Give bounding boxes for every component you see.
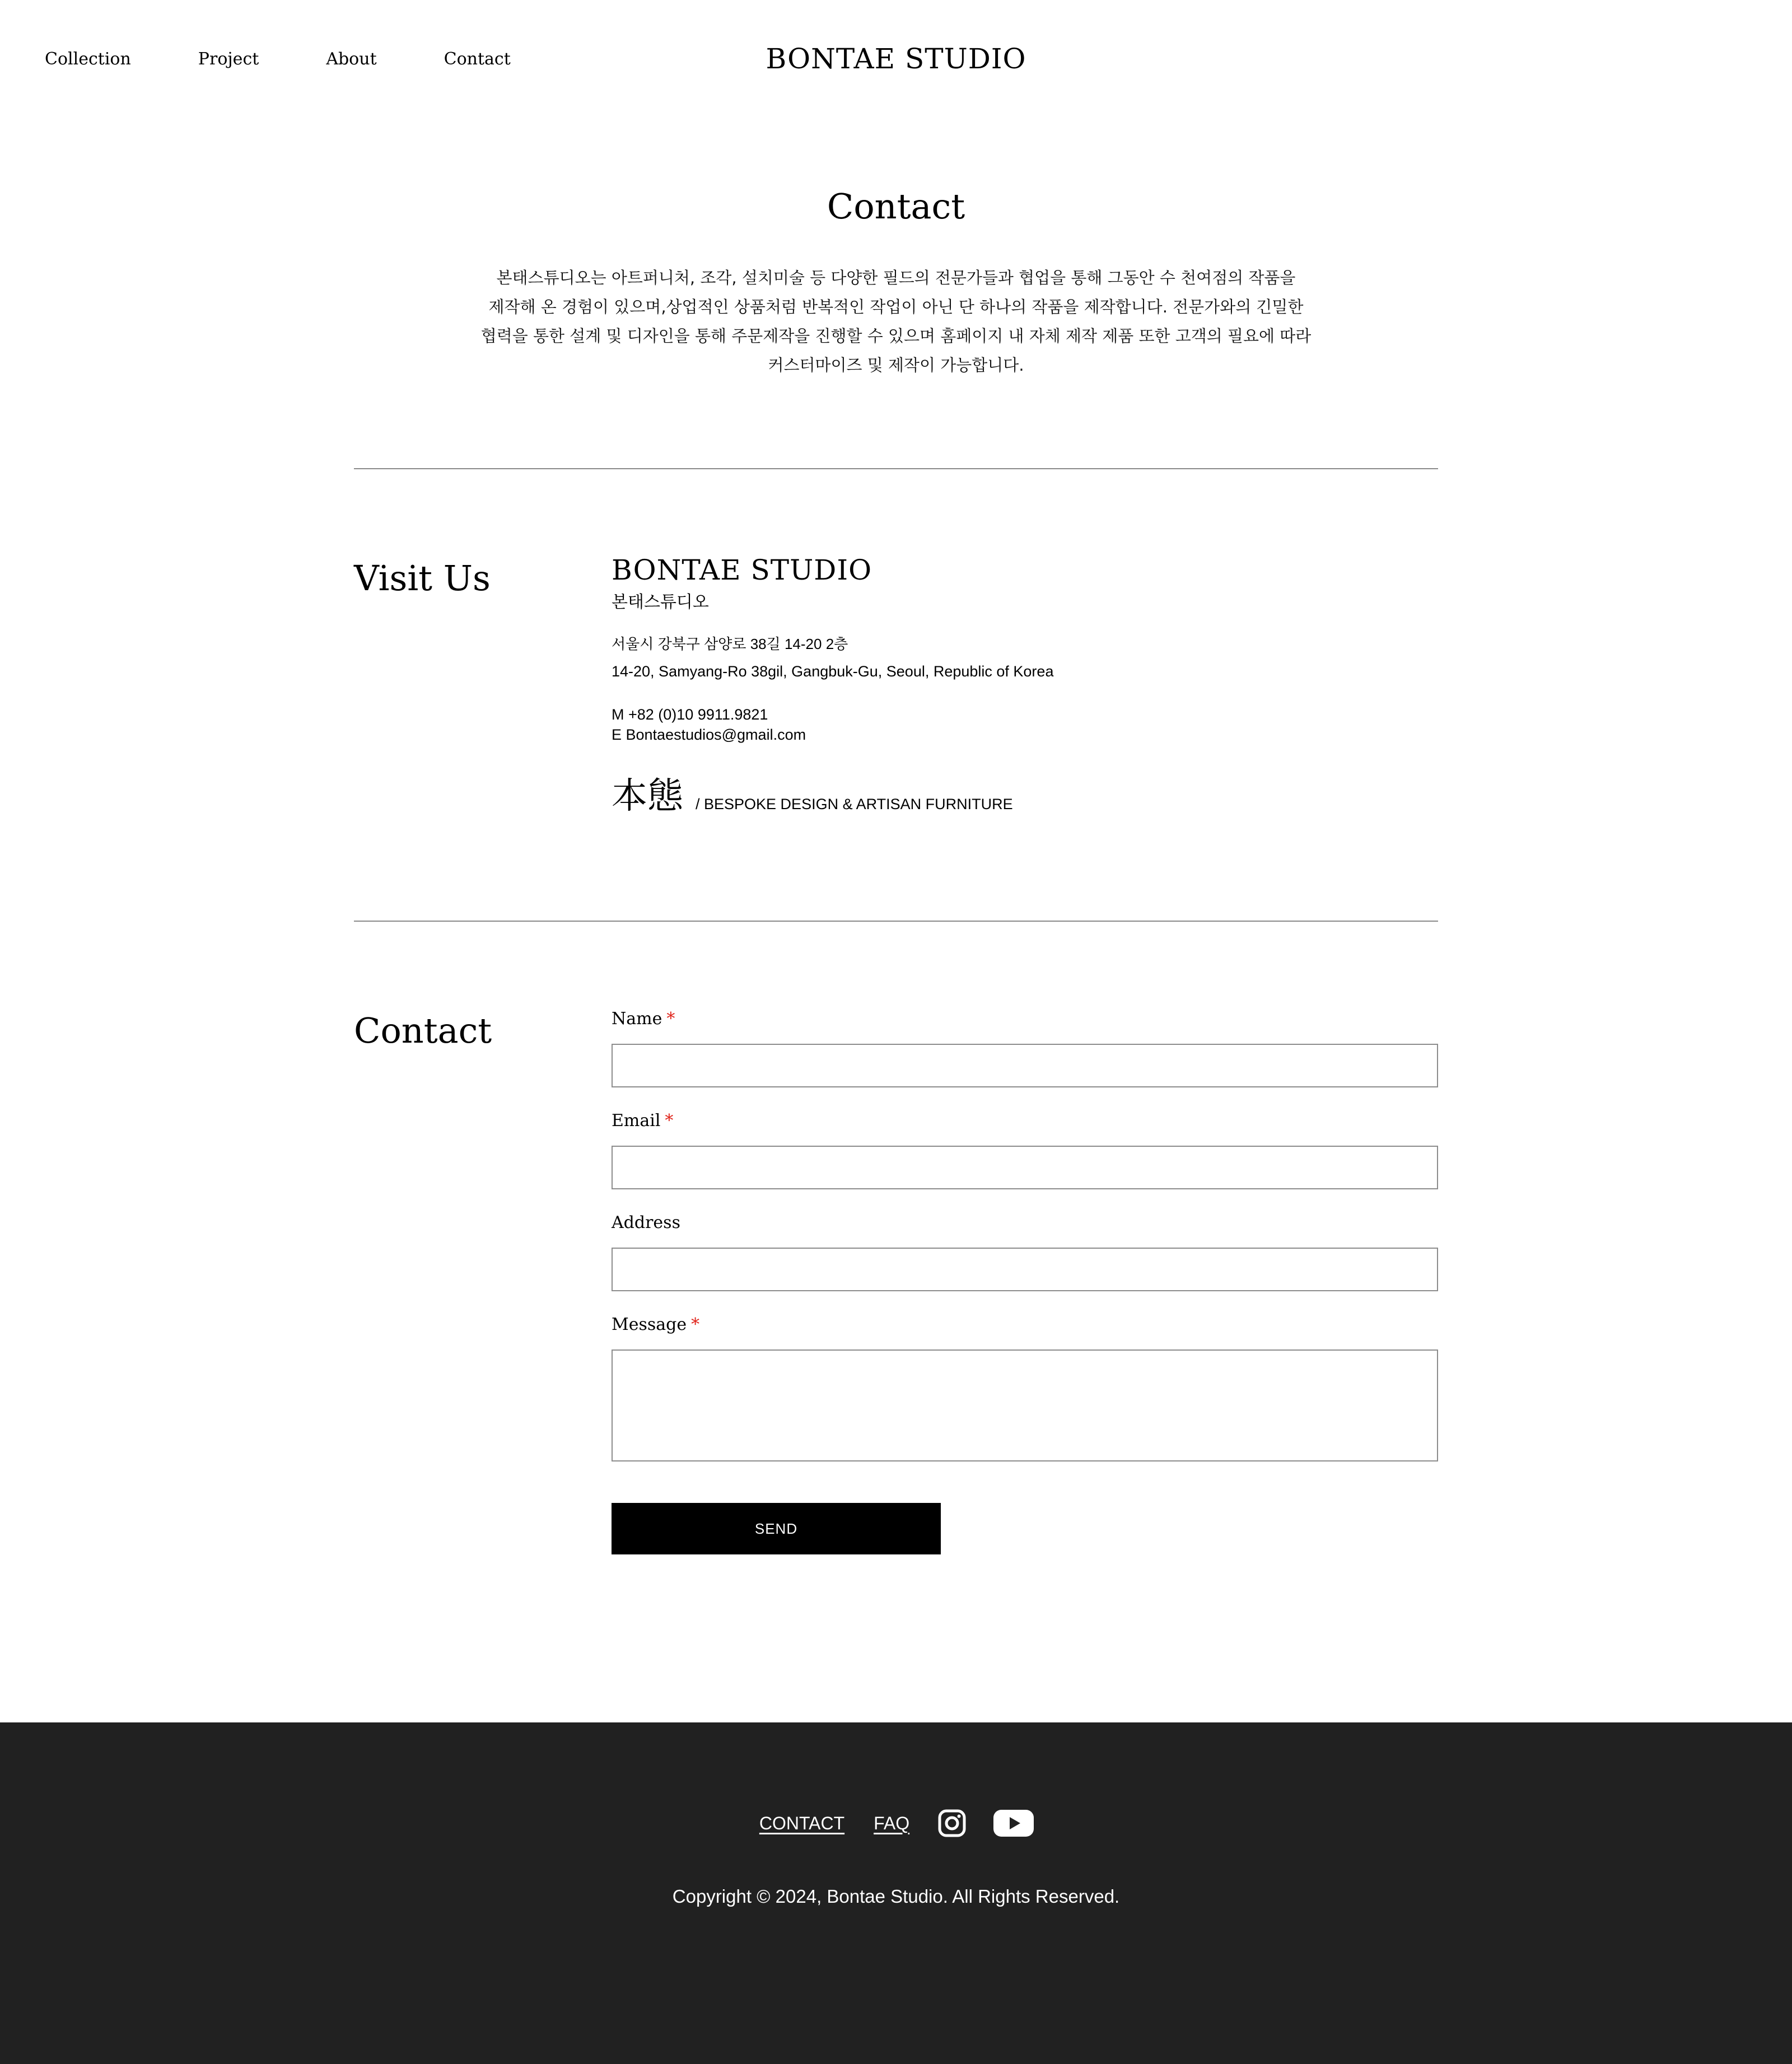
visit-brand: BONTAE STUDIO bbox=[612, 554, 872, 586]
nav-project[interactable]: Project bbox=[198, 49, 259, 69]
send-button[interactable]: SEND bbox=[612, 1503, 941, 1554]
visit-heading: Visit Us bbox=[354, 558, 491, 599]
youtube-icon[interactable] bbox=[993, 1809, 1034, 1838]
required-marker: * bbox=[691, 1315, 700, 1334]
site-header bbox=[0, 0, 1792, 123]
nav-contact[interactable]: Contact bbox=[444, 49, 511, 69]
instagram-icon[interactable] bbox=[937, 1809, 967, 1838]
address-input[interactable] bbox=[612, 1248, 1438, 1291]
copyright: Copyright © 2024, Bontae Studio. All Rights Reserved. bbox=[672, 1886, 1120, 1907]
divider-top bbox=[354, 468, 1438, 469]
message-label-text: Message bbox=[612, 1315, 687, 1334]
required-marker: * bbox=[665, 1111, 674, 1131]
page-title: Contact bbox=[827, 186, 965, 227]
address-english: 14-20, Samyang-Ro 38gil, Gangbuk-Gu, Seoul, Republic of Korea bbox=[612, 663, 1054, 680]
email-input[interactable] bbox=[612, 1146, 1438, 1189]
contact-form bbox=[612, 1008, 1438, 1537]
slogan: / BESPOKE DESIGN & ARTISAN FURNITURE bbox=[696, 796, 1013, 812]
name-input[interactable] bbox=[612, 1044, 1438, 1087]
intro-text: 본태스튜디오는 아트퍼니처, 조각, 설치미술 등 다양한 필드의 전문가들과 협업을 통해 그동안 수 천여점의 작품을 제작해 온 경험이 있으며,상업적인 상품처럼 반복적인 작업이 아닌 단 하나의 작품을 제작합니다. 전문가와의 긴밀한 협력을 통한 설계 및 디자인을 통해 주문제작을 진행할 수 있으며 홈페이지 내 자체 제작 제품 또한 고객의 필요에 따라 커스터마이즈 및 제작이 가능합니다. bbox=[480, 268, 1312, 375]
name-label-text: Name bbox=[612, 1009, 662, 1029]
name-label bbox=[612, 1008, 1438, 1030]
address-label-text: Address bbox=[612, 1213, 680, 1232]
footer-links bbox=[0, 1809, 1792, 1838]
required-marker: * bbox=[666, 1009, 675, 1029]
address-korean: 서울시 강북구 삼양로 38길 14-20 2층 bbox=[612, 636, 848, 652]
nav-about[interactable]: About bbox=[326, 49, 377, 69]
visit-info bbox=[612, 553, 1438, 816]
email-address: E Bontaestudios@gmail.com bbox=[612, 726, 806, 743]
footer-faq-link[interactable]: FAQ bbox=[874, 1813, 910, 1833]
address-label bbox=[612, 1212, 1438, 1234]
email-label-text: Email bbox=[612, 1111, 661, 1131]
brand-logo[interactable]: BONTAE STUDIO bbox=[766, 43, 1026, 75]
message-label bbox=[612, 1314, 1438, 1336]
message-textarea[interactable] bbox=[612, 1349, 1438, 1461]
phone-number: M +82 (0)10 9911.9821 bbox=[612, 706, 768, 723]
nav-collection[interactable]: Collection bbox=[45, 49, 131, 69]
hanja-logo: 本態 bbox=[612, 776, 683, 817]
visit-brand-korean: 본태스튜디오 bbox=[612, 593, 709, 611]
tagline bbox=[612, 776, 1438, 816]
footer-contact-link[interactable]: CONTACT bbox=[759, 1813, 845, 1833]
email-label bbox=[612, 1110, 1438, 1132]
contact-heading: Contact bbox=[354, 1010, 492, 1051]
site-footer bbox=[0, 1722, 1792, 2064]
divider-middle bbox=[354, 921, 1438, 922]
